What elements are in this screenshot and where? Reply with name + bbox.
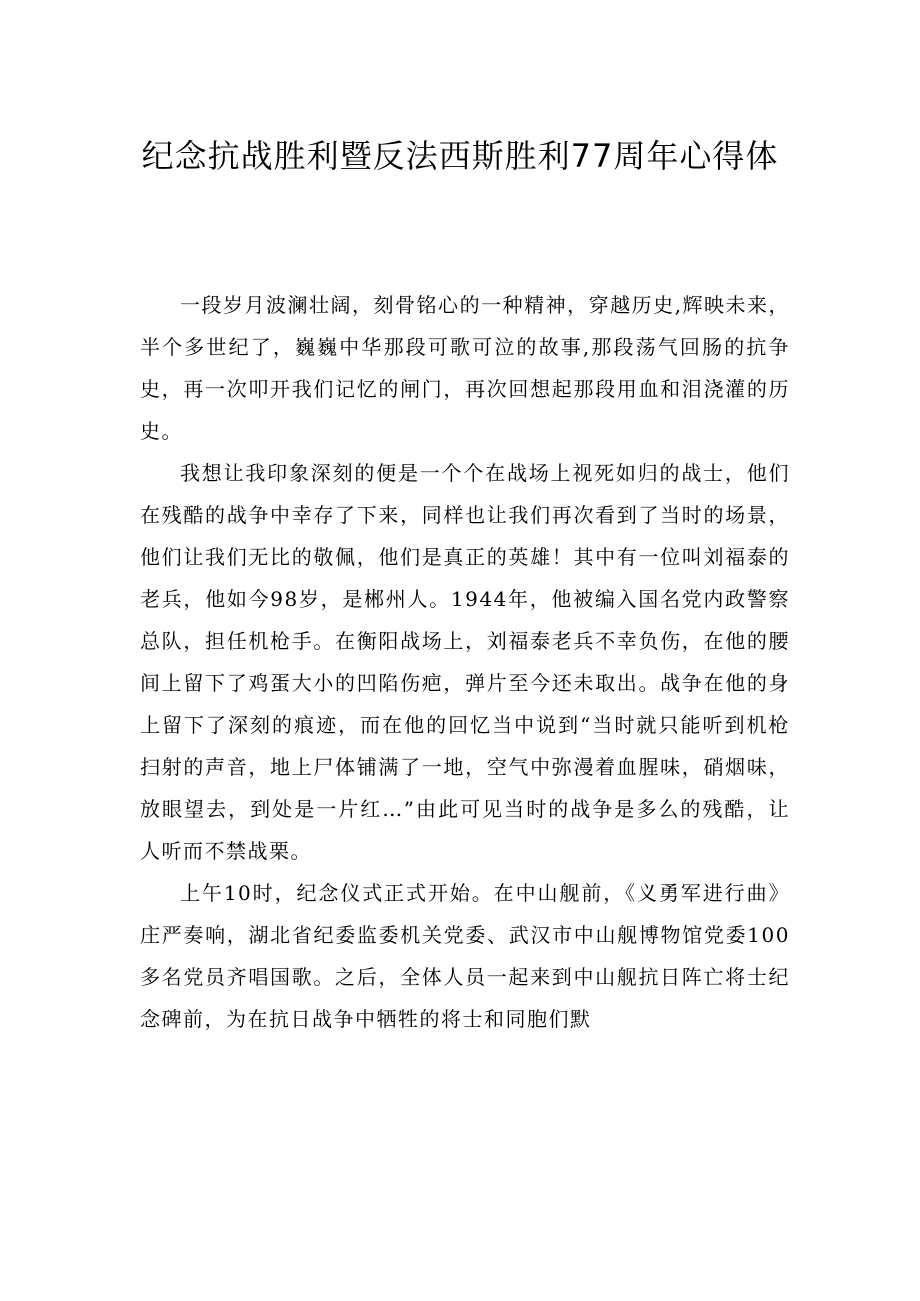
paragraph-1: 一段岁月波澜壮阔，刻骨铭心的一种精神，穿越历史,辉映未来，半个多世纪了，巍巍中华那段可歌可泣的故事,那段荡气回肠的抗争史，再一次叩开我们记忆的闸门，再次回想起那段用血和泪浇灌的历史。: [140, 293, 790, 443]
paragraph-3: 上午10时，纪念仪式正式开始。在中山舰前，《义勇军进行曲》庄严奏响，湖北省纪委监委机关党委、武汉市中山舰博物馆党委100多名党员齐唱国歌。之后，全体人员一起来到中山舰抗日阵亡将士纪念碑前，为在抗日战争中牺牲的将士和同胞们默: [140, 881, 790, 1031]
document-body: [140, 284, 790, 1040]
paragraph-2: 我想让我印象深刻的便是一个个在战场上视死如归的战士，他们在残酷的战争中幸存了下来，同样也让我们再次看到了当时的场景，他们让我们无比的敬佩，他们是真正的英雄！其中有一位叫刘福泰的老兵，他如今98岁，是郴州人。1944年，他被编入国名党内政警察总队，担任机枪手。在衡阳战场上，刘福泰老兵不幸负伤，在他的腰间上留下了鸡蛋大小的凹陷伤疤，弹片至今还未取出。战争在他的身上留下了深刻的痕迹，而在他的回忆当中说到“当时就只能听到机枪扫射的声音，地上尸体铺满了一地，空气中弥漫着血腥味，硝烟味，放眼望去，到处是一片红…”由此可见当时的战争是多么的残酷，让人听而不禁战栗。: [140, 461, 790, 863]
document-title: 纪念抗战胜利暨反法西斯胜利77周年心得体: [141, 137, 779, 175]
